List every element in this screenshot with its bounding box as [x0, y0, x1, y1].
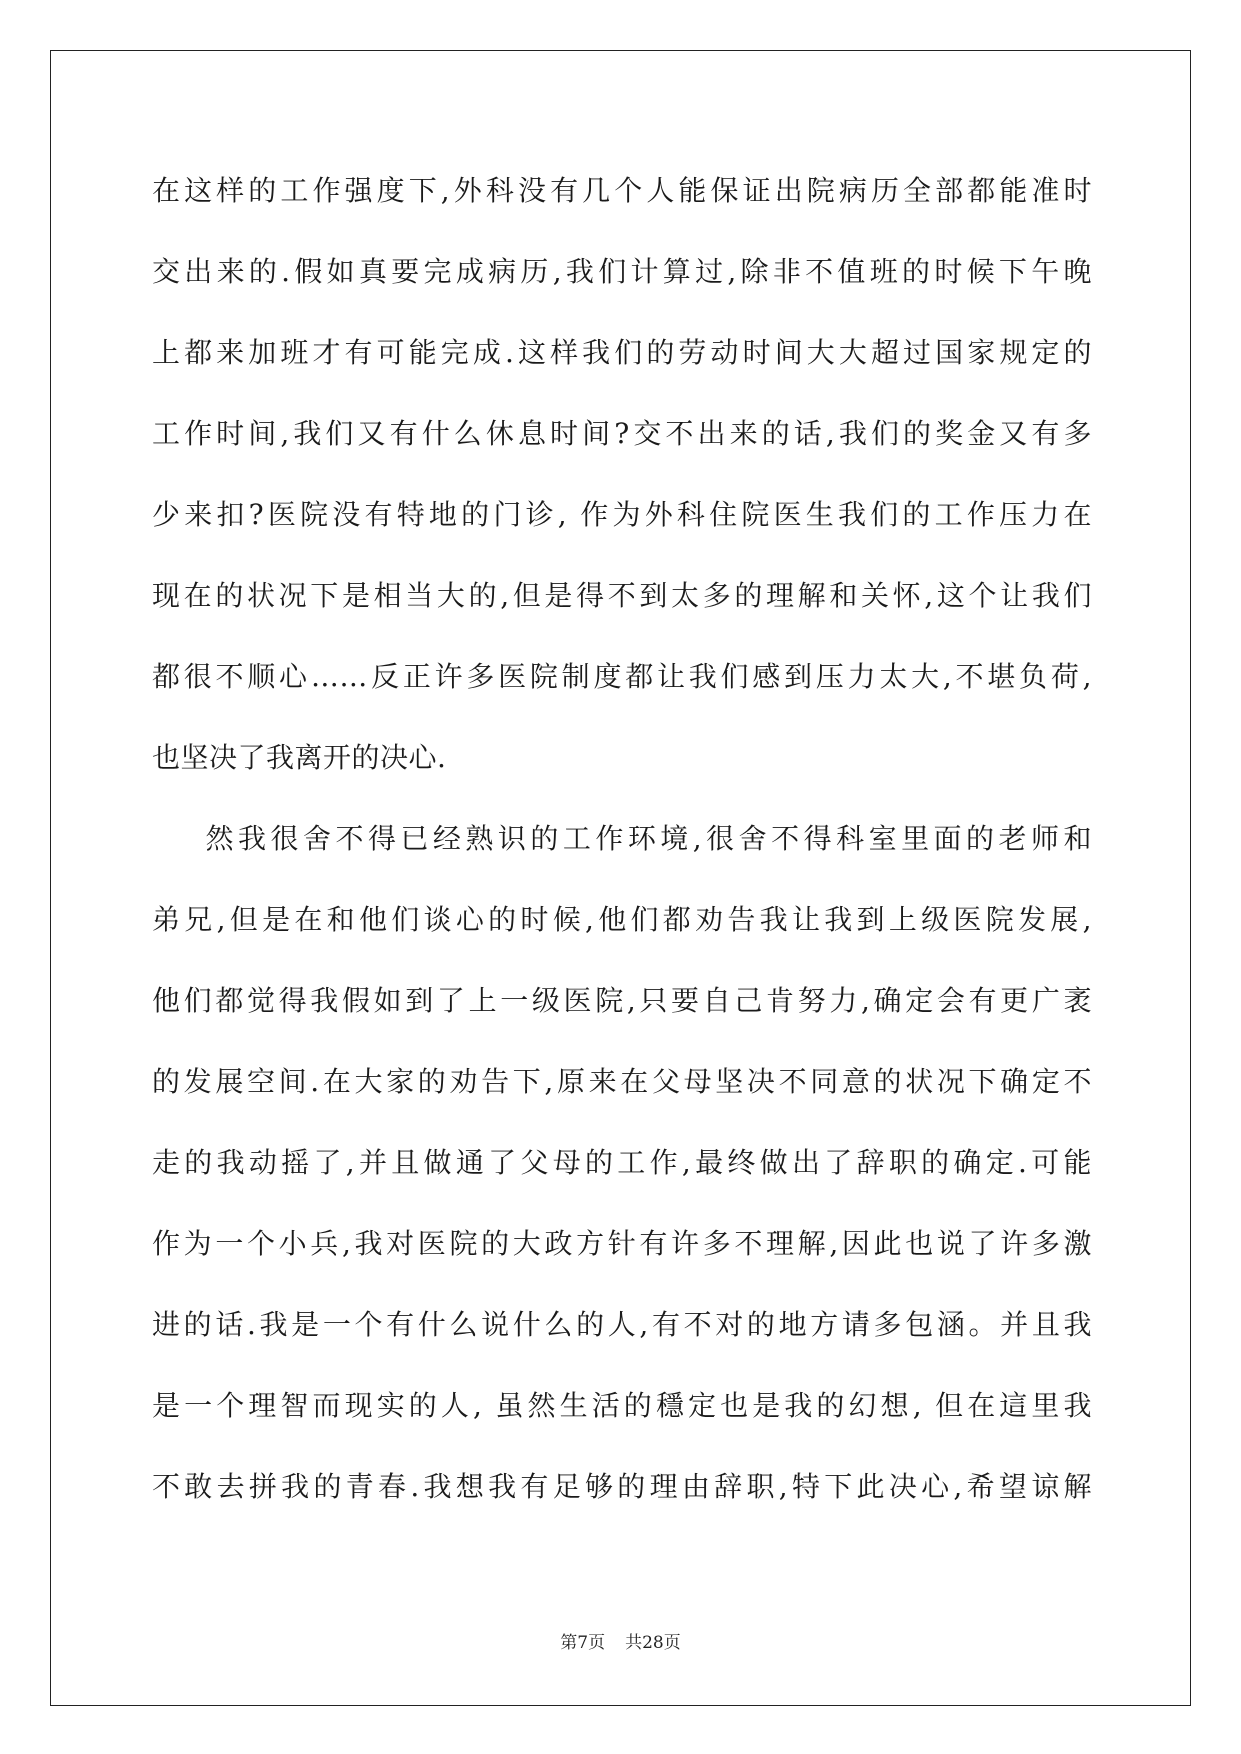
- total-pages: 共28页: [625, 1633, 681, 1653]
- text-line: 交出来的.假如真要完成病历,我们计算过,除非不值班的时候下午晚: [152, 255, 1092, 288]
- text-line: 是一个理智而现实的人, 虽然生活的穩定也是我的幻想, 但在這里我: [152, 1389, 1092, 1422]
- text-line: 上都来加班才有可能完成.这样我们的劳动时间大大超过国家规定的: [152, 336, 1092, 369]
- text-line: 弟兄,但是在和他们谈心的时候,他们都劝告我让我到上级医院发展,: [152, 903, 1092, 936]
- text-line: 进的话.我是一个有什么说什么的人,有不对的地方请多包涵。并且我: [152, 1308, 1092, 1341]
- text-line: 少来扣?医院没有特地的门诊, 作为外科住院医生我们的工作压力在: [152, 498, 1092, 531]
- document-body: [152, 160, 1092, 1537]
- text-line: 都很不顺心……反正许多医院制度都让我们感到压力太大,不堪负荷,: [152, 660, 1092, 693]
- text-line: 现在的状况下是相当大的,但是得不到太多的理解和关怀,这个让我们: [152, 579, 1092, 612]
- page-number: 第7页: [560, 1633, 606, 1653]
- text-line: 作为一个小兵,我对医院的大政方针有许多不理解,因此也说了许多激: [152, 1227, 1092, 1260]
- text-line: 的发展空间.在大家的劝告下,原来在父母坚决不同意的状况下确定不: [152, 1065, 1092, 1098]
- text-line: 也坚决了我离开的决心.: [152, 741, 447, 774]
- text-line: 不敢去拼我的青春.我想我有足够的理由辞职,特下此决心,希望谅解: [152, 1470, 1092, 1503]
- text-line: 工作时间,我们又有什么休息时间?交不出来的话,我们的奖金又有多: [152, 417, 1092, 450]
- text-line: 他们都觉得我假如到了上一级医院,只要自己肯努力,确定会有更广袤: [152, 984, 1092, 1017]
- page-footer: [0, 1628, 1241, 1653]
- text-line: 在这样的工作强度下,外科没有几个人能保证出院病历全部都能准时: [152, 174, 1092, 207]
- text-line: 走的我动摇了,并且做通了父母的工作,最终做出了辞职的确定.可能: [152, 1146, 1092, 1179]
- paragraph-start-line: 然我很舍不得已经熟识的工作环境,很舍不得科室里面的老师和: [152, 822, 1092, 855]
